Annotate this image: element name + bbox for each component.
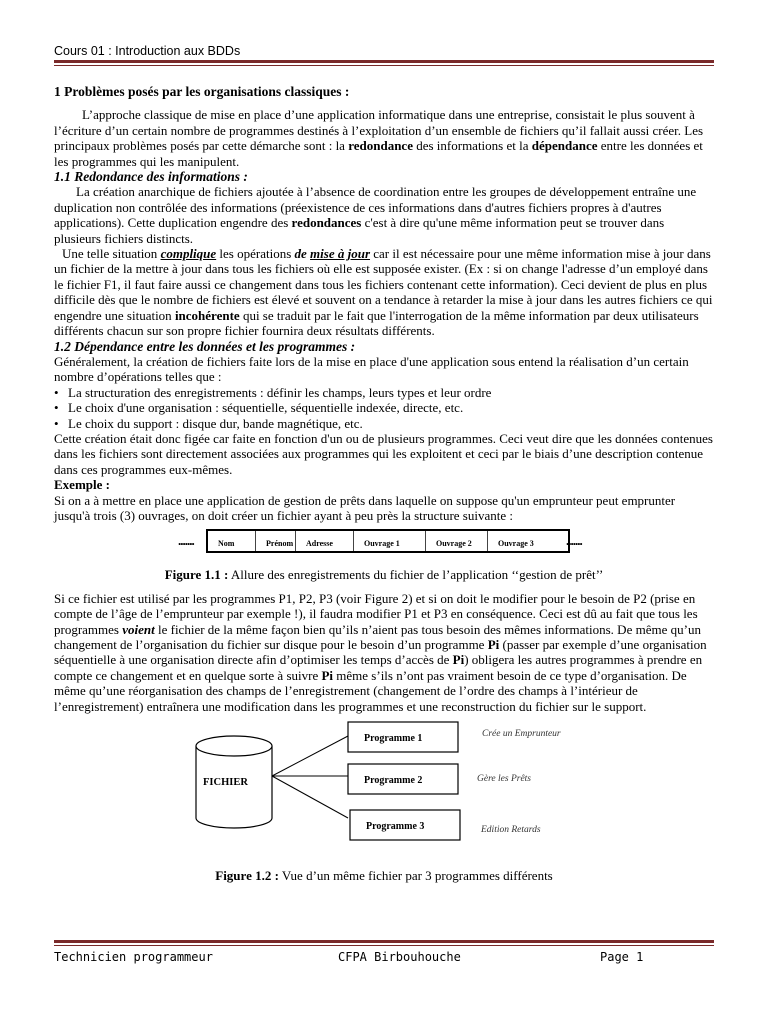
figure-caption-1: Figure 1.1 : Allure des enregistrements du fichier de l’application ‘‘gestion de prêt’’	[164, 567, 604, 583]
program-label: Programme 3	[366, 821, 425, 833]
record-field: Prénom	[256, 531, 296, 551]
record-structure-figure	[54, 527, 714, 557]
example-label: Exemple :	[54, 477, 110, 493]
diagram-svg	[54, 718, 714, 858]
redondance-paragraph-1: La création anarchique de fichiers ajoutée à l’absence de coordination entre les groupes de développement entraîne une duplication non contrôlée des informations (préexistence de ces informations dans d'autres fichiers propres à d'autres applications). Cette duplication engendre des redondances c'est à dire qu'une même information peut se trouver dans plusieurs fichiers distincts.	[54, 184, 697, 246]
file-programs-diagram	[54, 718, 714, 858]
program-label: Programme 1	[364, 733, 423, 745]
file-label: FICHIER	[203, 777, 248, 789]
connector-line	[272, 736, 348, 776]
dependance-paragraph-3: Si ce fichier est utilisé par les programmes P1, P2, P3 (voir Figure 2) et si on doit le modifier pour le besoin de P2 (prise en compte de l’âge de l’emprunteur par exemple !), il faudra modifier P1 et P3 en conséquence. Ceci est dû au fait que tous les programmes voient le fichier de la même façon bien qu’ils n’aient pas tous besoin des mêmes informations. De même qu’un changement de l’organisation du fichier sur disque pour le besoin d’un programme Pi (passer par exemple d’une organisation séquentielle à une organisation directe afin d’optimiser les temps d’accès de Pi) obligera les autres programmes à prendre en compte ce changement et en quelque sorte à suivre Pi même s’ils n’ont pas vraiment besoin de ce type d’organisation. De même qu’une réorganisation des champs de l’enregistrement (changement de l’ordre des champs à l’intérieur de l’enregistrement) entraînera une modification dans les programmes et une reconstruction du fichier sur le support.	[54, 590, 707, 714]
redondance-paragraph-2: Une telle situation complique les opérations de mise à jour car il est nécessaire pour une même information mise à jour dans un fichier de la mettre à jour dans tous les fichiers où elle est supposée exister. (Ex : si on change l'adresse d’un employé dans le fichier F1, il faut faire aussi ce changement dans tous les fichiers contenant cette information). Ceci devient de plus en plus difficile dès que le nombre de fichiers est élevé et souvent on a tendance à retarder la mise à jour dans les autres fichiers ce qui engendre une situation incohérente qui se traduit par le fait que l'interrogation de la même information par deux utilisateurs différents chacun sur son propre fichier fournira deux résultats différents.	[54, 246, 713, 339]
example-paragraph: Si on a à mettre en place une application de gestion de prêts dans laquelle on suppose qu'un emprunteur peut emprunter jusqu'à trois (3) ouvrages, on doit créer un fichier ayant à peu près la structure suivante :	[54, 492, 676, 523]
dependance-paragraph-2: Cette création était donc figée car faite en fonction d'un ou de plusieurs programmes. Ceci veut dire que les données contenues dans les fichiers sont directement associées aux programmes qui les exploitent et ceci par le biais d’une description contenue dans ces programmes eux-mêmes.	[54, 430, 713, 477]
footer-center: CFPA Birbouhouche	[338, 950, 461, 964]
page-number: Page 1	[600, 950, 644, 964]
record-dots-left: .......	[178, 533, 194, 549]
bullet-item: • La structuration des enregistrements : définir les champs, leurs types et leur ordre	[54, 384, 492, 400]
bullet-item: • Le choix du support : disque dur, bande magnétique, etc.	[54, 415, 363, 431]
record-field: Ouvrage 2	[426, 531, 488, 551]
intro-paragraph: L’approche classique de mise en place d’une application informatique dans une entreprise, consistait le plus souvent à l’écriture d’un certain nombre de programmes destinés à l’exploitation d’un ensemble de fichiers qu’il fallait aussi créer. Les principaux problèmes posés par cette démarche sont : la redondance des informations et la dépendance entre les données et les programmes qui les manipulent.	[54, 107, 704, 169]
connector-line	[272, 776, 348, 818]
program-label: Programme 2	[364, 775, 423, 787]
program-annotation: Edition Retards	[481, 825, 541, 836]
record-field: Ouvrage 1	[354, 531, 426, 551]
program-annotation: Gère les Prêts	[477, 774, 531, 785]
running-header: Cours 01 : Introduction aux BDDs	[54, 44, 241, 58]
bullet-item: • Le choix d'une organisation : séquentielle, séquentielle indexée, directe, etc.	[54, 400, 464, 416]
record-field: Adresse	[296, 531, 354, 551]
subsection-heading-redondance: 1.1 Redondance des informations :	[54, 169, 248, 185]
header-rule	[54, 60, 714, 66]
footer-rule	[54, 940, 714, 946]
program-annotation: Crée un Emprunteur	[482, 729, 561, 740]
connector-lines	[272, 736, 348, 818]
figure-caption-2: Figure 1.2 : Vue d’un même fichier par 3 programmes différents	[215, 868, 553, 884]
section-heading: 1 Problèmes posés par les organisations classiques :	[54, 84, 350, 99]
record-box	[206, 529, 570, 553]
dependance-paragraph-1: Généralement, la création de fichiers faite lors de la mise en place d'une application sous entend la réalisation d’un certain nombre d’opérations telles que :	[54, 353, 689, 385]
record-field: Ouvrage 3	[498, 539, 534, 549]
subsection-heading-dependance: 1.2 Dépendance entre les données et les programmes :	[54, 338, 356, 354]
footer-left: Technicien programmeur	[54, 950, 213, 964]
record-field: Nom	[208, 531, 256, 551]
record-dots-right: .......	[566, 533, 582, 549]
page-content	[54, 84, 714, 891]
